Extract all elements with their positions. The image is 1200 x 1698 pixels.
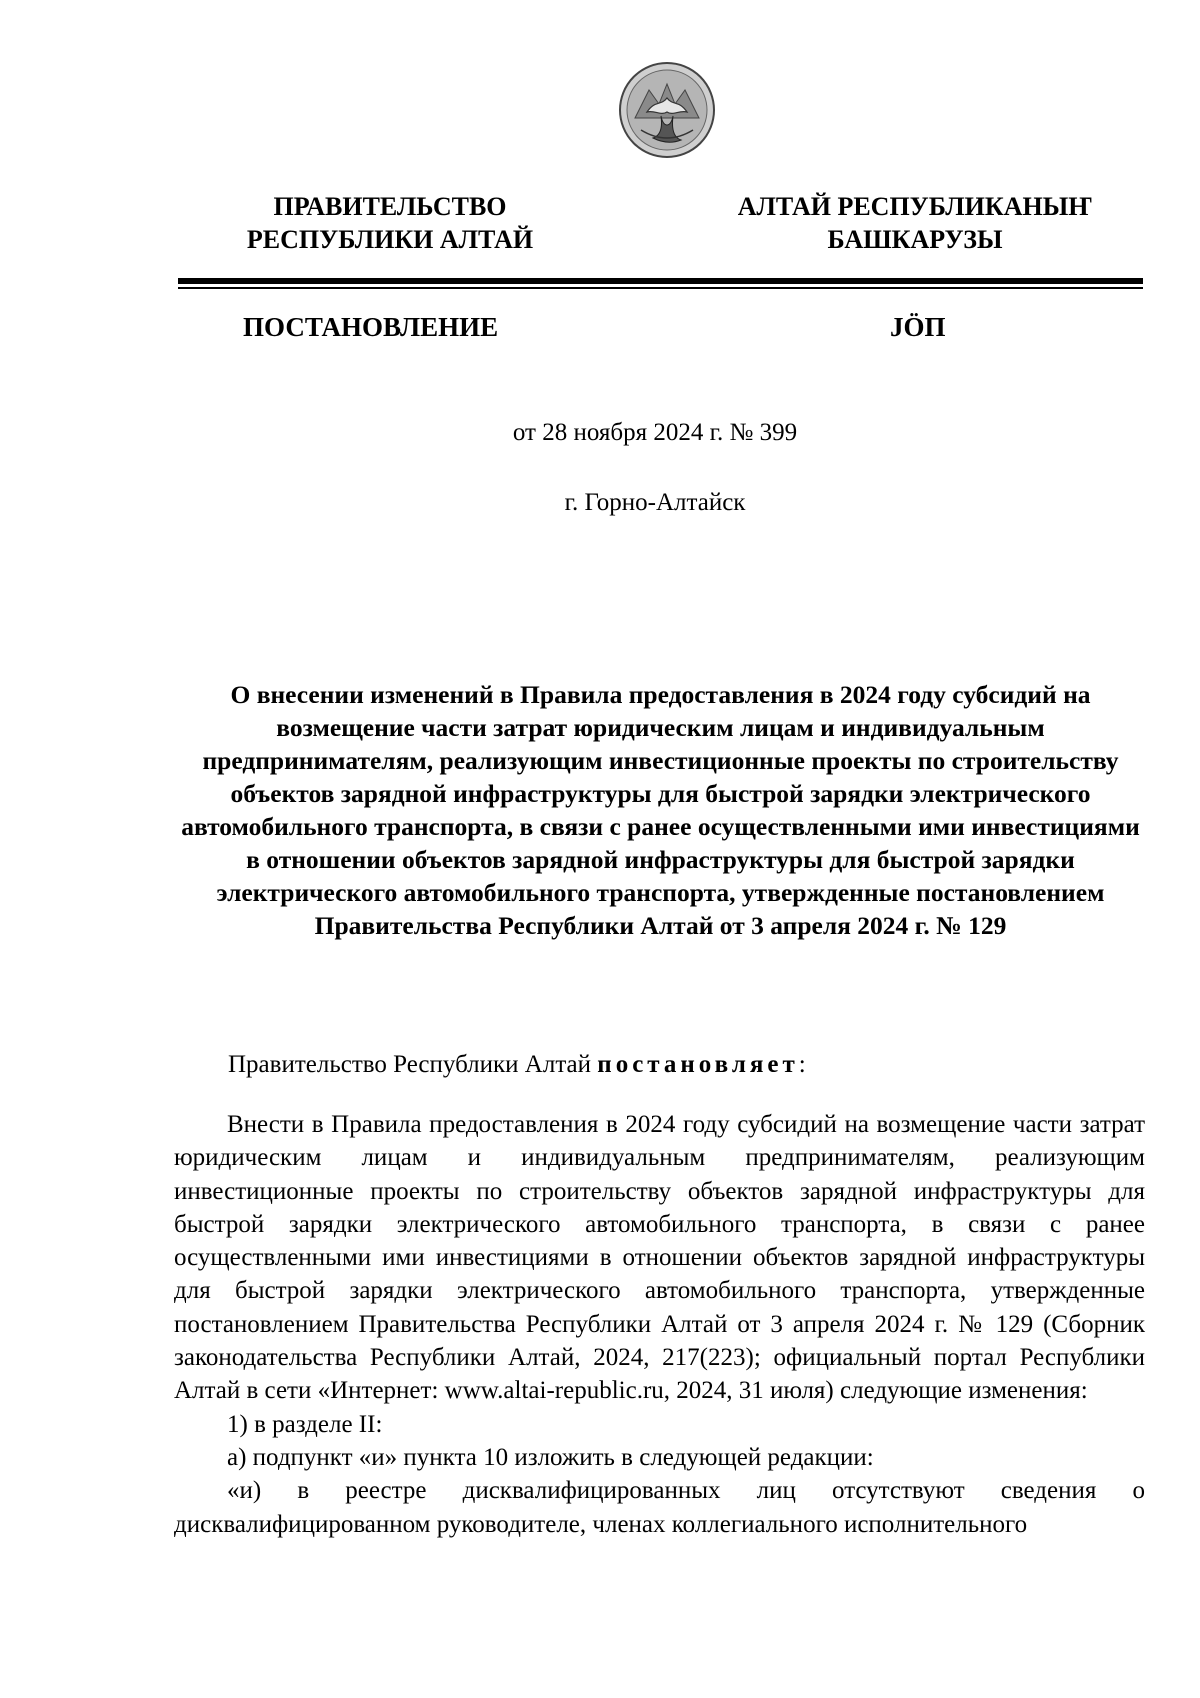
doctype-altai: JÖП <box>890 312 946 342</box>
header-left-line1: ПРАВИТЕЛЬСТВО <box>273 192 507 221</box>
body-paragraph-4: «и) в реестре дисквалифицированных лиц отсутствуют сведения о дисквалифицированном руководителе, членах коллегиального исполнительного <box>174 1477 1145 1538</box>
coat-of-arms-icon <box>617 60 717 160</box>
header-divider-thick <box>178 278 1143 284</box>
decree-keyword: постановляет <box>597 1051 799 1078</box>
body-paragraph-2: 1) в разделе II: <box>227 1410 383 1438</box>
header-divider-thin <box>178 287 1143 289</box>
decree-prefix: Правительство Республики Алтай <box>228 1051 598 1078</box>
header-left-line2: РЕСПУБЛИКИ АЛТАЙ <box>246 225 534 254</box>
document-date-number: от 28 ноября 2024 г. № 399 <box>512 419 798 446</box>
document-city: г. Горно-Алтайск <box>564 489 746 516</box>
decree-line <box>228 1050 806 1080</box>
header-right-line1: АЛТАЙ РЕСПУБЛИКАНЫҤ <box>737 192 1093 221</box>
header-right <box>715 190 1115 256</box>
doctype-russian: ПОСТАНОВЛЕНИЕ <box>243 312 499 342</box>
body-paragraph-1: Внести в Правила предоставления в 2024 году субсидий на возмещение части затрат юридическим лицам и индивидуальным предпринимателям, реализующим инвестиционные проекты по строительству объектов зарядной инфраструктуры для быстрой зарядки электрического автомобильного транспорта, в связи с ранее осуществленными ими инвестициями в отношении объектов зарядной инфраструктуры для быстрой зарядки электрического автомобильного транспорта, утвержденные постановлением Правительства Республики Алтай от 3 апреля 2024 г. № 129 (Сборник законодательства Республики Алтай, 2024, 217(223); официальный портал Республики Алтай в сети «Интернет: www.altai-republic.ru, 2024, 31 июля) следующие изменения: <box>174 1111 1145 1405</box>
document-title: О внесении изменений в Правила предоставления в 2024 году субсидий на возмещение части затрат юридическим лицам и индивидуальным предпринимателям, реализующим инвестиционные проекты по строительству объектов зарядной инфраструктуры для быстрой зарядки электрического автомобильного транспорта, в связи с ранее осуществленными ими инвестициями в отношении объектов зарядной инфраструктуры для быстрой зарядки электрического автомобильного транспорта, утвержденные постановлением Правительства Республики Алтай от 3 апреля 2024 г. № 129 <box>181 680 1140 940</box>
header-left <box>200 190 580 256</box>
decree-suffix: : <box>798 1051 806 1078</box>
header-right-line2: БАШКАРУЗЫ <box>827 225 1003 254</box>
document-body <box>174 1108 1145 1541</box>
body-paragraph-3: а) подпункт «и» пункта 10 изложить в следующей редакции: <box>227 1443 874 1471</box>
